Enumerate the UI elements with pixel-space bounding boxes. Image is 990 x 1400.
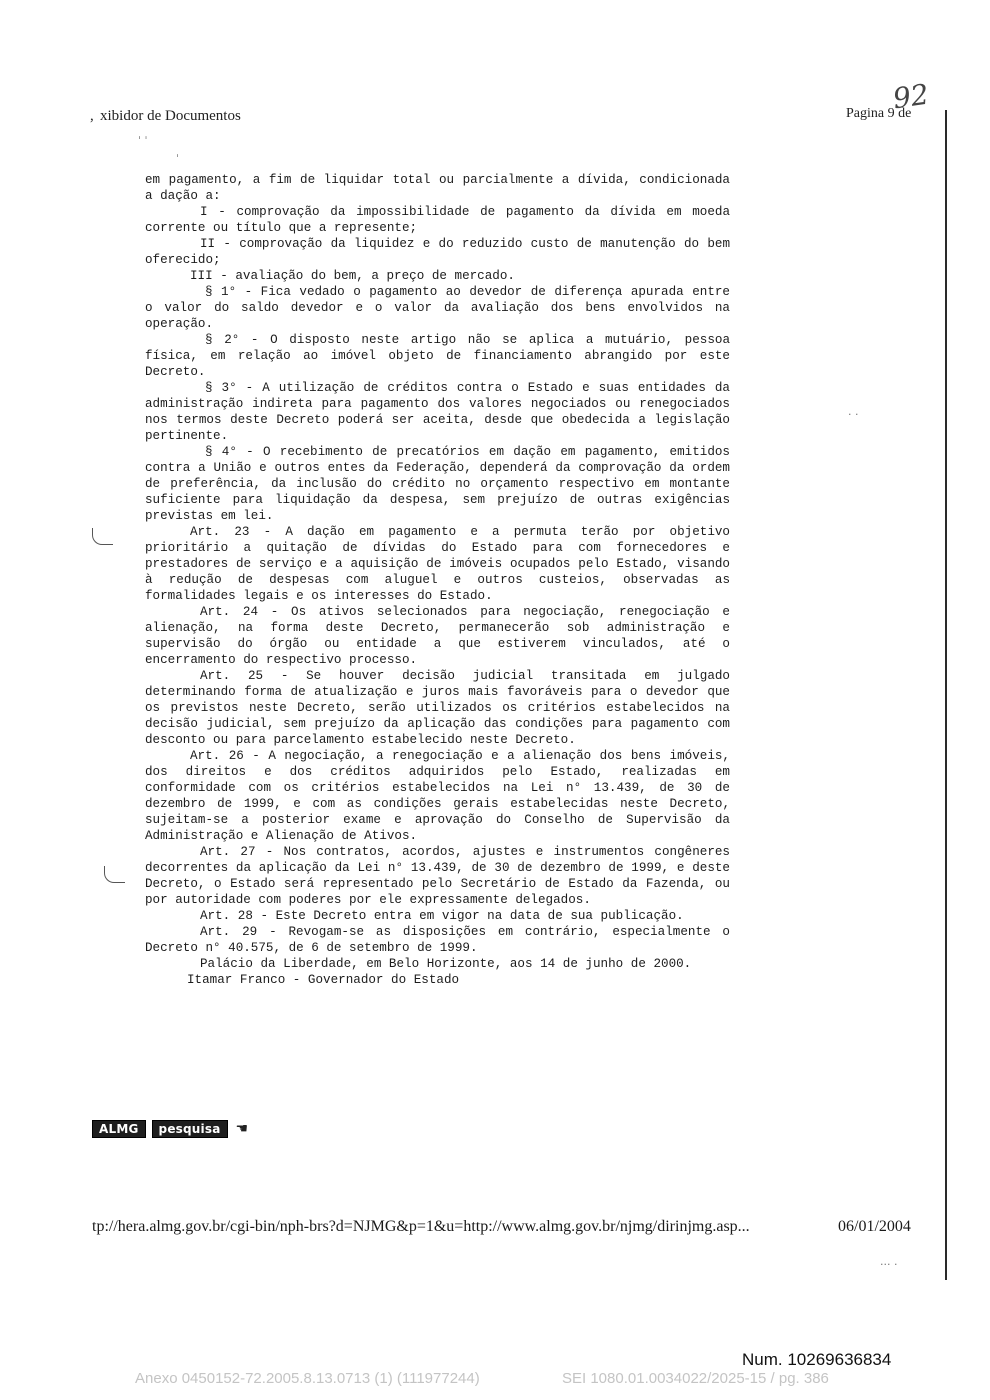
- header-title: [90, 108, 241, 125]
- footer-logos: [92, 1120, 248, 1138]
- paragraph: § 3° - A utilização de créditos contra o Estado e suas entidades da administração indireta para pagamento dos valores negociados ou renegociados nos termos deste Decreto poderá ser aceita, desde que obedecida a legislação pertinente.: [145, 381, 730, 443]
- scan-bracket-mark: [104, 866, 125, 883]
- paragraph: Art. 25 - Se houver decisão judicial transitada em julgado determinando forma de atualização e juros mais favoráveis para o devedor que os previstos neste Decreto, serão utilizados os critérios estabelecidos na decisão judicial, sem prejuízo da aplicação das condições para pagamento com desconto ou para parcelamento estabelecido neste Decreto.: [145, 669, 730, 747]
- paragraph: Palácio da Liberdade, em Belo Horizonte, aos 14 de junho de 2000.: [200, 957, 692, 971]
- paragraph: Art. 27 - Nos contratos, acordos, ajustes e instrumentos congêneres decorrentes da aplicação da Lei n° 13.439, de 30 de dezembro de 1999, e deste Decreto, o Estado será representado pelo Secretário de Estado da Fazenda, ou por autoridade com poderes por ele expressamente delegados.: [145, 845, 730, 907]
- paragraph: § 1° - Fica vedado o pagamento ao devedor de diferença apurada entre o valor do saldo devedor e o valor da avaliação dos bens envolvidos na operação.: [145, 285, 730, 331]
- scan-bracket-mark: [92, 528, 113, 545]
- document-body: [145, 172, 730, 988]
- scan-speck: ··· ·: [880, 1258, 898, 1271]
- scan-speck: ˈ ˈ: [138, 134, 148, 147]
- paragraph: Art. 26 - A negociação, a renegociação e a alienação dos bens imóveis, dos direitos e dos créditos adquiridos pelo Estado, realizadas em conformidade com os critérios estabelecidos na Lei n° 13.439, de 30 de dezembro de 1999, e com as condições gerais estabelecidas neste Decreto, sujeitam-se a posterior exame e aprovação do Conselho de Supervisão da Administração e Alienação de Ativos.: [145, 749, 730, 843]
- source-url: tp://hera.almg.gov.br/cgi-bin/nph-brs?d=NJMG&p=1&u=http://www.almg.gov.br/njmg/dirinjmg.asp...: [92, 1218, 750, 1235]
- paragraph: I - comprovação da impossibilidade de pagamento da dívida em moeda corrente ou título que a represente;: [145, 205, 730, 235]
- paragraph: § 4° - O recebimento de precatórios em dação em pagamento, emitidos contra a União e outros entes da Federação, dependerá da comprovação da ordem de preferência, da inclusão do crédito no orçamento respectivo em montante suficiente para liquidação da despesa, sem prejuízo de outras exigências previstas em lei.: [145, 445, 730, 523]
- paragraph: Art. 28 - Este Decreto entra em vigor na data de sua publicação.: [200, 909, 684, 923]
- header-title-text: xibidor de Documentos: [100, 108, 241, 124]
- paragraph: III - avaliação do bem, a preço de mercado.: [190, 269, 515, 283]
- scan-speck: · ·: [848, 408, 859, 421]
- pesquisa-logo-button[interactable]: pesquisa: [152, 1120, 228, 1138]
- paragraph: § 2° - O disposto neste artigo não se aplica a mutuário, pessoa física, em relação ao imóvel objeto de financiamento abrangido por este Decreto.: [145, 333, 730, 379]
- paragraph: II - comprovação da liquidez e do reduzido custo de manutenção do bem oferecido;: [145, 237, 730, 267]
- paragraph: Art. 29 - Revogam-se as disposições em contrário, especialmente o Decreto n° 40.575, de 6 de setembro de 1999.: [145, 925, 730, 955]
- sei-stamp: SEI 1080.01.0034022/2025-15 / pg. 386: [562, 1370, 829, 1387]
- print-date: 06/01/2004: [838, 1218, 911, 1235]
- header-page-label: Pagina 9 de: [846, 106, 912, 121]
- scan-edge-line: [945, 110, 947, 1280]
- document-number-stamp: Num. 10269636834: [742, 1350, 892, 1369]
- annex-stamp: Anexo 0450152-72.2005.8.13.0713 (1) (111977244): [135, 1370, 480, 1387]
- signature-line: Itamar Franco - Governador do Estado: [187, 973, 460, 987]
- scan-speck: ˈ: [176, 152, 180, 165]
- paragraph: em pagamento, a fim de liquidar total ou parcialmente a dívida, condicionada a dação a:: [145, 173, 730, 203]
- handwritten-page-number: 92: [890, 77, 931, 116]
- paragraph: Art. 23 - A dação em pagamento e a permuta terão por objetivo prioritário a quitação de dívidas do Estado para com fornecedores e prestadores de serviço e a aquisição de imóveis ocupados pelo Estado, visando à redução de despesas com aluguel e outros custeios, observadas as formalidades legais e os interesses do Estado.: [145, 525, 730, 603]
- paragraph: Art. 24 - Os ativos selecionados para negociação, renegociação e alienação, na forma deste Decreto, permanecerão sob administração e supervisão do órgão ou entidade a que estiverem vinculados, até o encerramento do respectivo processo.: [145, 605, 730, 667]
- pointing-hand-icon: ☚: [235, 1121, 249, 1137]
- almg-logo-button[interactable]: ALMG: [92, 1120, 146, 1138]
- scan-mark-icon: ,: [90, 108, 94, 124]
